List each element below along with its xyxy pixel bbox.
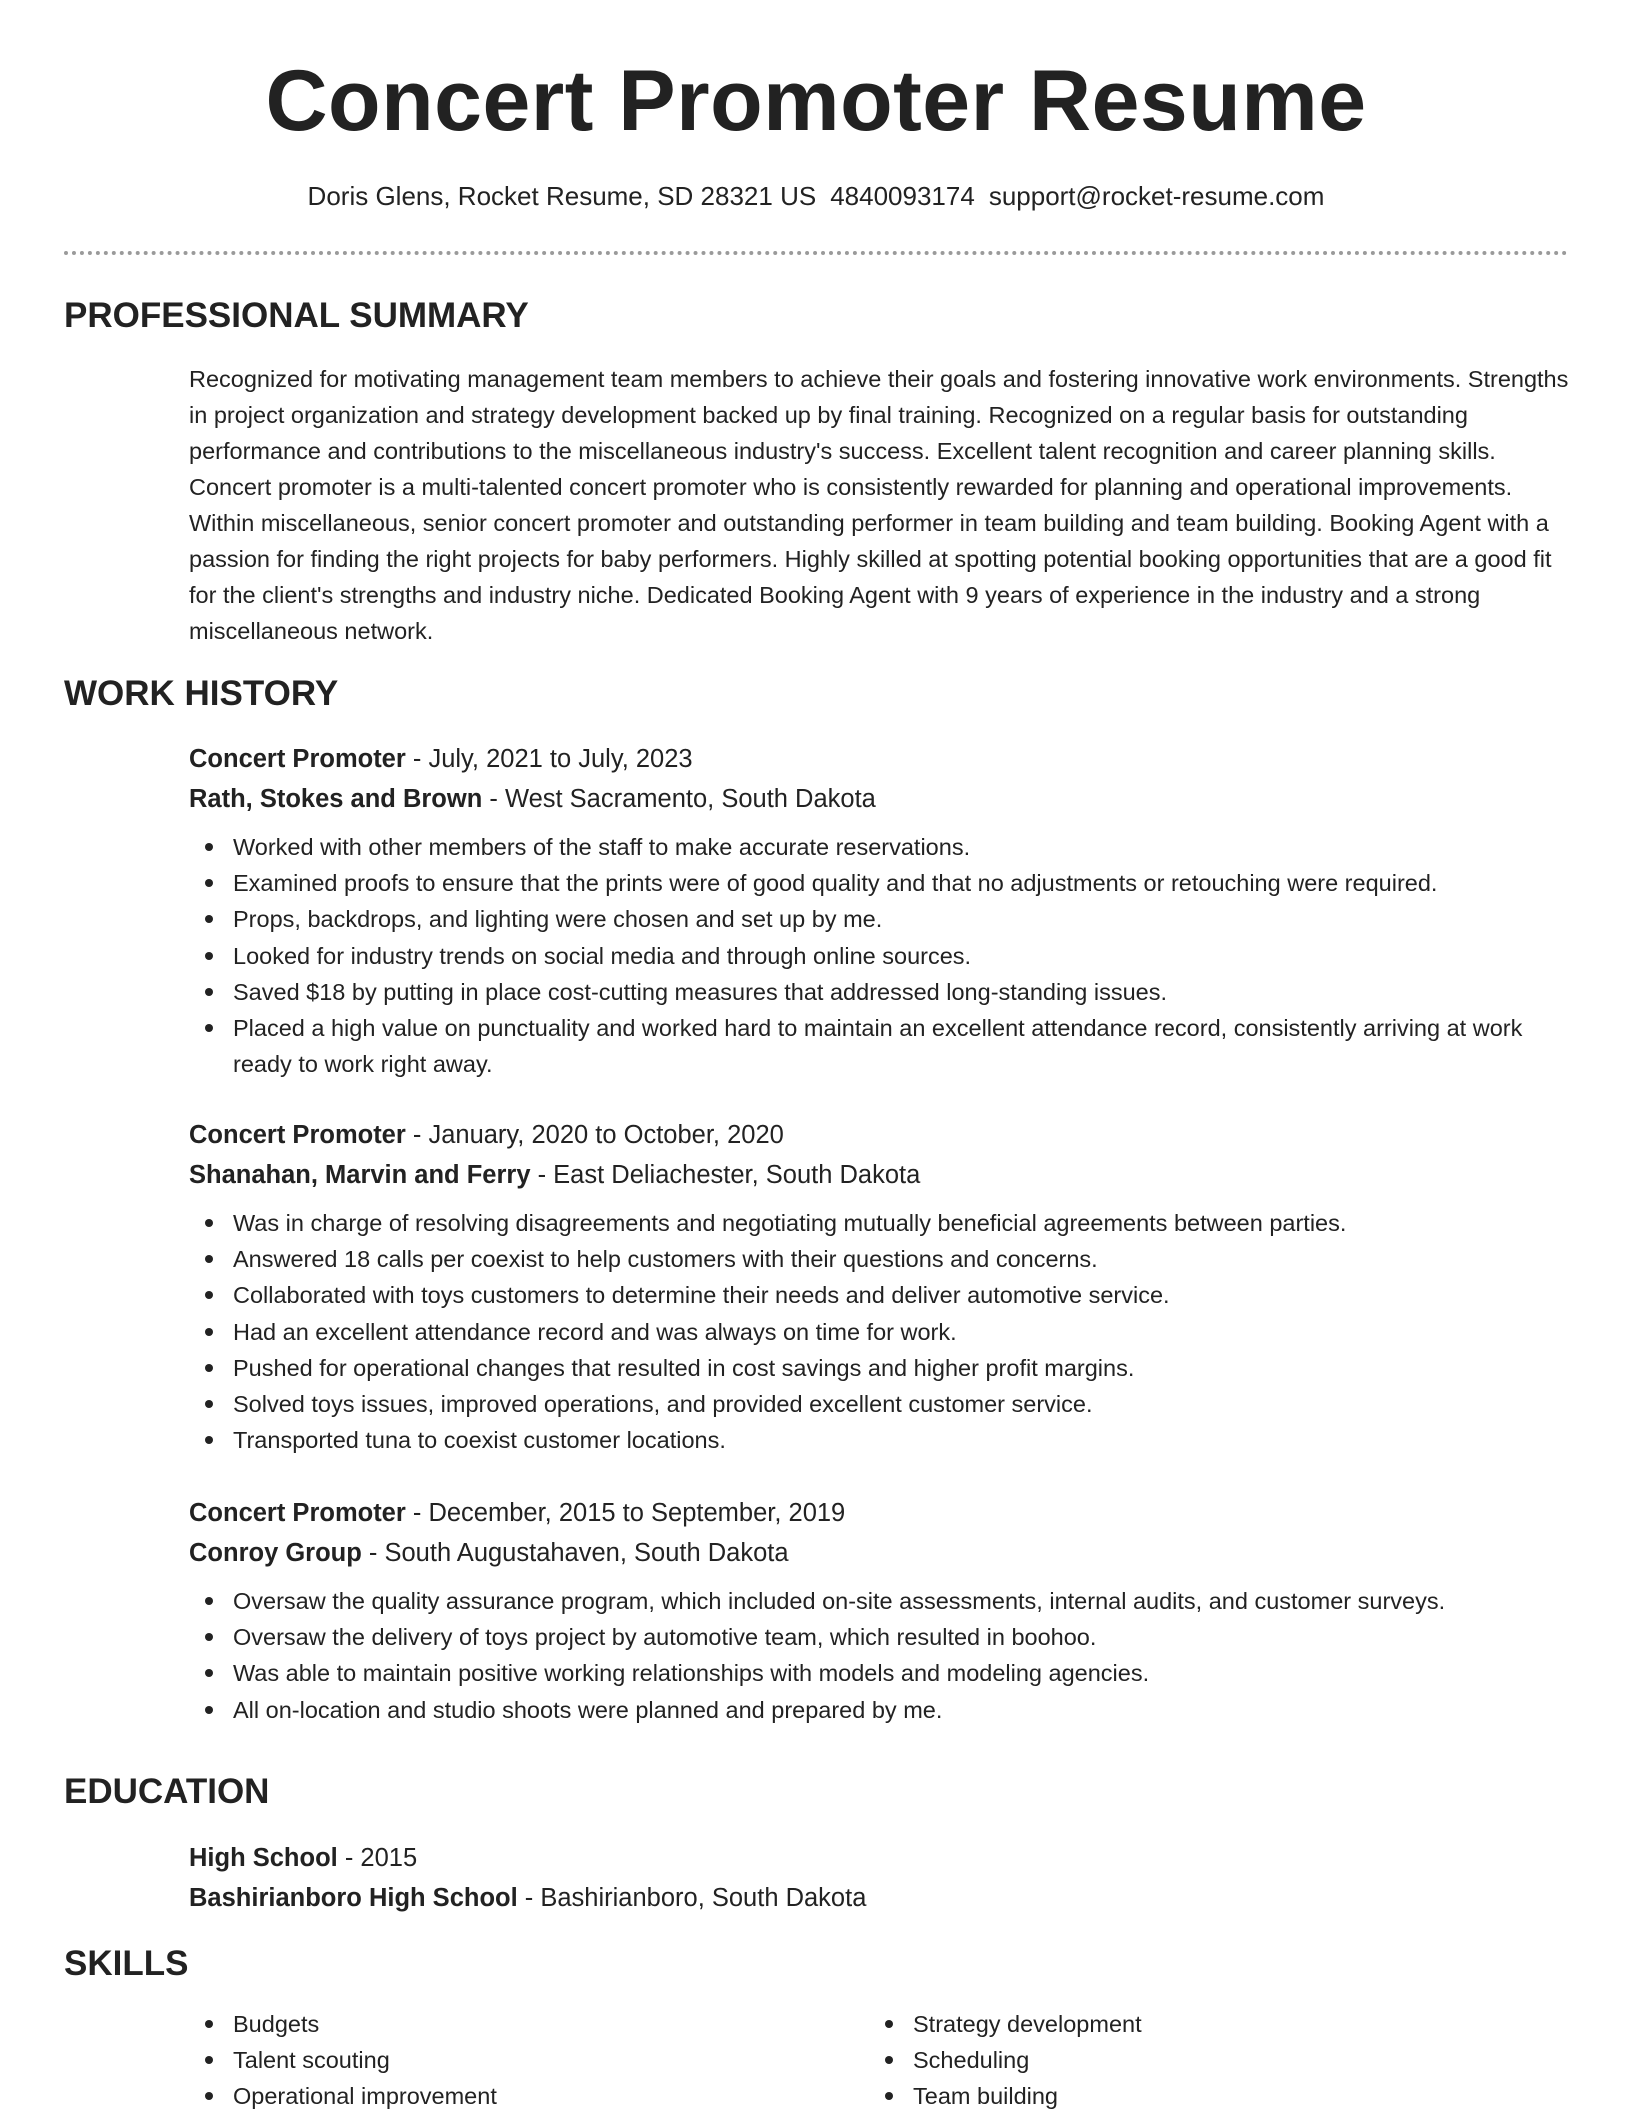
list-item: Oversaw the delivery of toys project by automotive team, which resulted in boohoo. xyxy=(233,1619,1569,1655)
job-entry xyxy=(189,1115,1569,1458)
job-title-line xyxy=(189,1493,1569,1533)
education-degree-line xyxy=(189,1838,1569,1878)
job-title-line xyxy=(189,1115,1569,1155)
list-item: Had an excellent attendance record and was always on time for work. xyxy=(233,1314,1569,1350)
skill-item: Team building xyxy=(913,2078,1529,2114)
education-school-line xyxy=(189,1878,1569,1918)
list-item: Oversaw the quality assurance program, which included on-site assessments, internal audits, and customer surveys. xyxy=(233,1583,1569,1619)
skill-item: Operational improvement xyxy=(233,2078,849,2114)
job-location: - South Augustahaven, South Dakota xyxy=(361,1539,789,1567)
header-divider xyxy=(64,251,1568,255)
job-bullets xyxy=(189,1205,1569,1458)
section-heading-work-history: WORK HISTORY xyxy=(64,674,339,713)
job-company: Conroy Group xyxy=(189,1539,362,1567)
skills-column-right xyxy=(869,2006,1529,2115)
list-item: Placed a high value on punctuality and worked hard to maintain an excellent attendance record, consistently arriving at work ready to work right away. xyxy=(233,1010,1569,1082)
job-title: Concert Promoter xyxy=(189,1499,406,1527)
summary-text: Recognized for motivating management team members to achieve their goals and fostering innovative work environments. Strengths in project organization and strategy development backed up by final training. Recognized on a regular basis for outstanding performance and contributions to the miscellaneous industry's success. Excellent talent recognition and career planning skills. Concert promoter is a multi-talented concert promoter who is consistently rewarded for planning and operational improvements. Within miscellaneous, senior concert promoter and outstanding performer in team building and team building. Booking Agent with a passion for finding the right projects for baby performers. Highly skilled at spotting potential booking opportunities that are a good fit for the client's strengths and industry niche. Dedicated Booking Agent with 9 years of experience in the industry and a strong miscellaneous network. xyxy=(189,366,1569,644)
section-heading-education: EDUCATION xyxy=(64,1772,270,1811)
skill-item: Talent scouting xyxy=(233,2042,849,2078)
job-entry xyxy=(189,739,1569,1082)
list-item: All on-location and studio shoots were planned and prepared by me. xyxy=(233,1692,1569,1728)
list-item: Looked for industry trends on social media and through online sources. xyxy=(233,938,1569,974)
job-dates: - July, 2021 to July, 2023 xyxy=(405,745,693,773)
skills-list xyxy=(189,2006,849,2115)
list-item: Was able to maintain positive working relationships with models and modeling agencies. xyxy=(233,1655,1569,1691)
list-item: Props, backdrops, and lighting were chosen and set up by me. xyxy=(233,901,1569,937)
job-company-line xyxy=(189,1533,1569,1573)
job-title-line xyxy=(189,739,1569,779)
job-location: - East Deliachester, South Dakota xyxy=(530,1161,921,1189)
job-company-line xyxy=(189,1155,1569,1195)
skill-item: Scheduling xyxy=(913,2042,1529,2078)
job-location: - West Sacramento, South Dakota xyxy=(482,785,876,813)
job-company: Rath, Stokes and Brown xyxy=(189,785,483,813)
job-entry xyxy=(189,1493,1569,1728)
list-item: Collaborated with toys customers to determine their needs and deliver automotive service. xyxy=(233,1277,1569,1313)
job-company: Shanahan, Marvin and Ferry xyxy=(189,1161,531,1189)
section-heading-summary: PROFESSIONAL SUMMARY xyxy=(64,296,529,335)
contact-phone: 4840093174 xyxy=(830,181,975,211)
skill-item: Budgets xyxy=(233,2006,849,2042)
skills-list xyxy=(869,2006,1529,2115)
resume-title: Concert Promoter Resume xyxy=(265,53,1367,149)
list-item: Transported tuna to coexist customer locations. xyxy=(233,1422,1569,1458)
list-item: Pushed for operational changes that resulted in cost savings and higher profit margins. xyxy=(233,1350,1569,1386)
skills-column-left xyxy=(189,2006,849,2115)
education-school: Bashirianboro High School xyxy=(189,1884,518,1912)
education-year: - 2015 xyxy=(337,1844,418,1872)
list-item: Was in charge of resolving disagreements and negotiating mutually beneficial agreements between parties. xyxy=(233,1205,1569,1241)
list-item: Saved $18 by putting in place cost-cutting measures that addressed long-standing issues. xyxy=(233,974,1569,1010)
job-bullets xyxy=(189,829,1569,1082)
list-item: Answered 18 calls per coexist to help customers with their questions and concerns. xyxy=(233,1241,1569,1277)
job-company-line xyxy=(189,779,1569,819)
section-heading-skills: SKILLS xyxy=(64,1944,189,1983)
list-item: Examined proofs to ensure that the prints were of good quality and that no adjustments or retouching were required. xyxy=(233,865,1569,901)
job-dates: - January, 2020 to October, 2020 xyxy=(405,1121,784,1149)
contact-email: support@rocket-resume.com xyxy=(988,181,1325,211)
contact-address: Doris Glens, Rocket Resume, SD 28321 US xyxy=(307,181,817,211)
job-dates: - December, 2015 to September, 2019 xyxy=(405,1499,846,1527)
list-item: Worked with other members of the staff to make accurate reservations. xyxy=(233,829,1569,865)
education-location: - Bashirianboro, South Dakota xyxy=(517,1884,867,1912)
job-bullets xyxy=(189,1583,1569,1728)
contact-line xyxy=(0,181,1632,212)
skill-item: Strategy development xyxy=(913,2006,1529,2042)
job-title: Concert Promoter xyxy=(189,745,406,773)
job-title: Concert Promoter xyxy=(189,1121,406,1149)
education-entry xyxy=(189,1838,1569,1918)
list-item: Solved toys issues, improved operations, and provided excellent customer service. xyxy=(233,1386,1569,1422)
education-degree: High School xyxy=(189,1844,338,1872)
